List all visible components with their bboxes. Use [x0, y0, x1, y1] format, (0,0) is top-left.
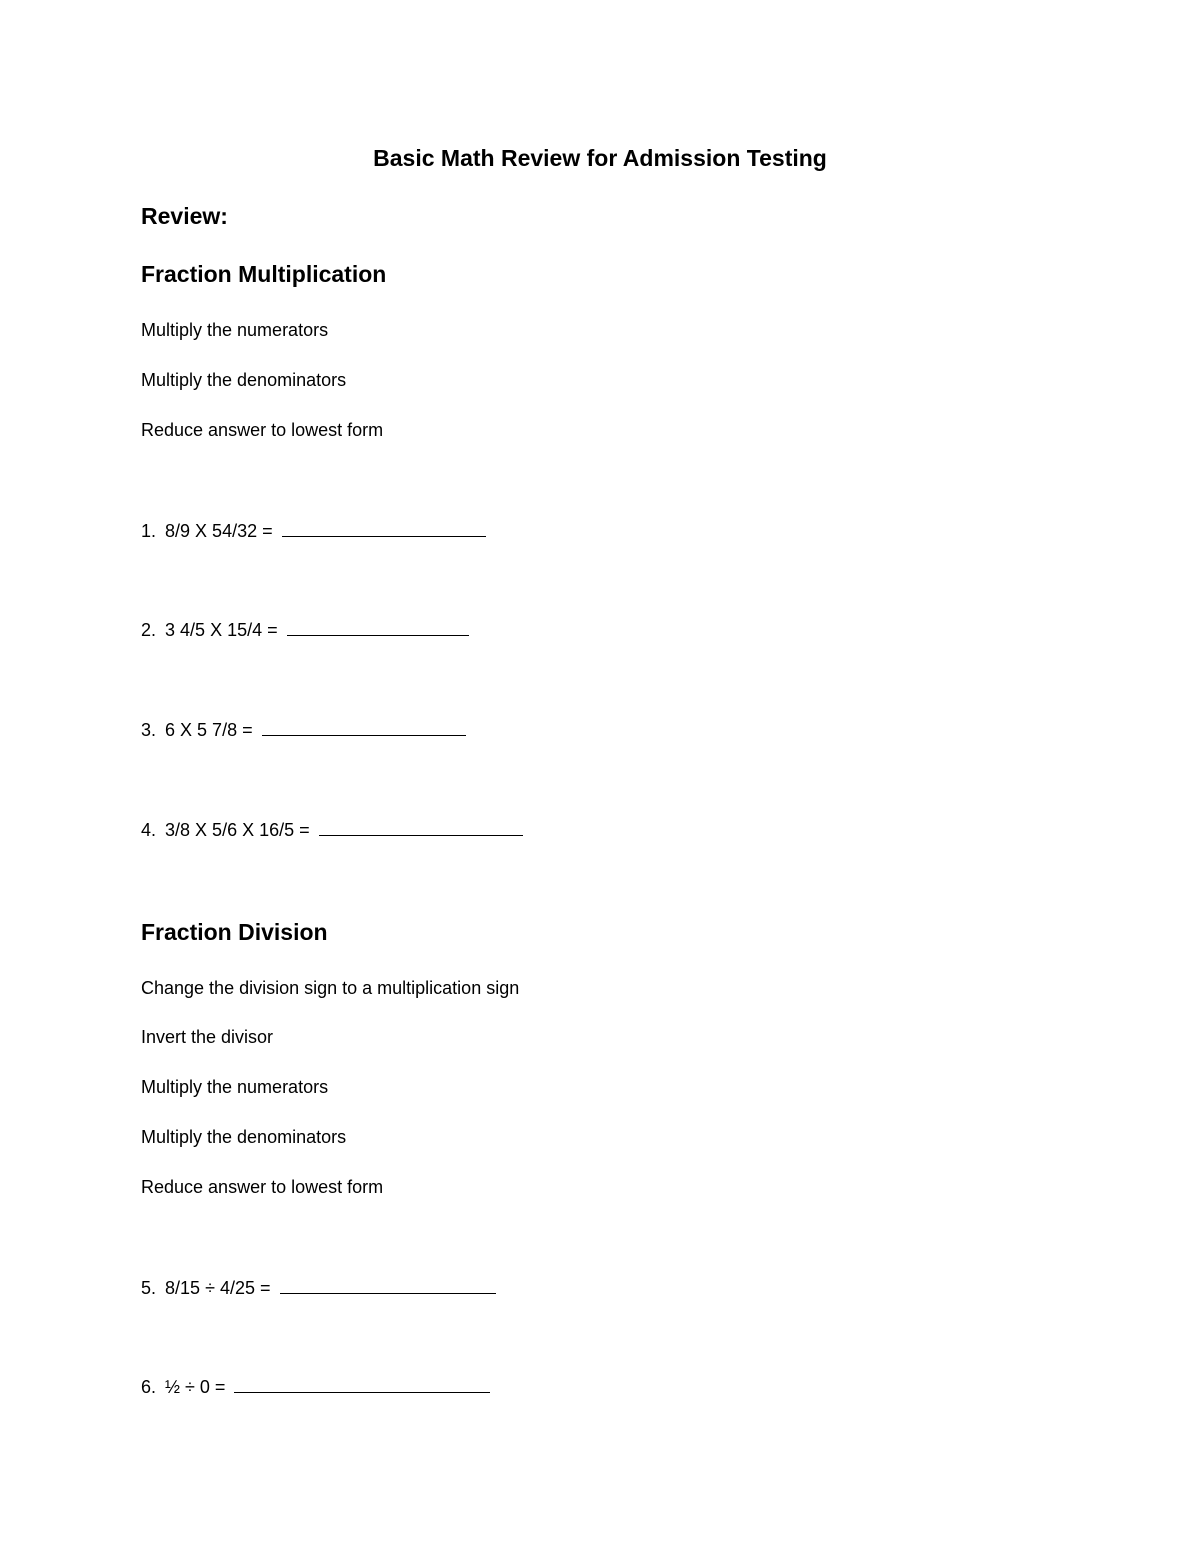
problem-number: 6.	[141, 1377, 157, 1397]
division-step-2: Invert the divisor	[141, 1027, 274, 1047]
answer-line[interactable]	[287, 617, 469, 636]
problem-number: 4.	[141, 820, 157, 840]
problem-expression: ½ ÷ 0 =	[165, 1377, 226, 1397]
problem-expression: 3/8 X 5/6 X 16/5 =	[165, 820, 310, 840]
answer-line[interactable]	[280, 1275, 496, 1294]
problem-2	[141, 617, 469, 643]
division-step-5: Reduce answer to lowest form	[141, 1177, 384, 1197]
problem-1	[141, 518, 486, 544]
problem-expression: 8/9 X 54/32 =	[165, 521, 273, 541]
page-title: Basic Math Review for Admission Testing	[373, 145, 827, 171]
answer-line[interactable]	[319, 817, 523, 836]
division-step-1: Change the division sign to a multiplication sign	[141, 978, 520, 998]
multiplication-step-3: Reduce answer to lowest form	[141, 420, 384, 440]
answer-line[interactable]	[234, 1374, 490, 1393]
problem-6	[141, 1374, 490, 1400]
answer-line[interactable]	[282, 518, 486, 537]
problem-4	[141, 817, 523, 843]
multiplication-heading: Fraction Multiplication	[141, 261, 387, 287]
review-heading: Review:	[141, 203, 228, 229]
division-step-4: Multiply the denominators	[141, 1127, 347, 1147]
problem-3	[141, 717, 466, 743]
problem-expression: 3 4/5 X 15/4 =	[165, 620, 278, 640]
problem-expression: 8/15 ÷ 4/25 =	[165, 1278, 271, 1298]
problem-number: 3.	[141, 720, 157, 740]
division-step-3: Multiply the numerators	[141, 1077, 329, 1097]
problem-number: 5.	[141, 1278, 157, 1298]
problem-expression: 6 X 5 7/8 =	[165, 720, 253, 740]
problem-5	[141, 1275, 496, 1301]
problem-number: 1.	[141, 521, 157, 541]
multiplication-step-2: Multiply the denominators	[141, 370, 347, 390]
answer-line[interactable]	[262, 717, 466, 736]
division-heading: Fraction Division	[141, 919, 328, 945]
problem-number: 2.	[141, 620, 157, 640]
multiplication-step-1: Multiply the numerators	[141, 320, 329, 340]
